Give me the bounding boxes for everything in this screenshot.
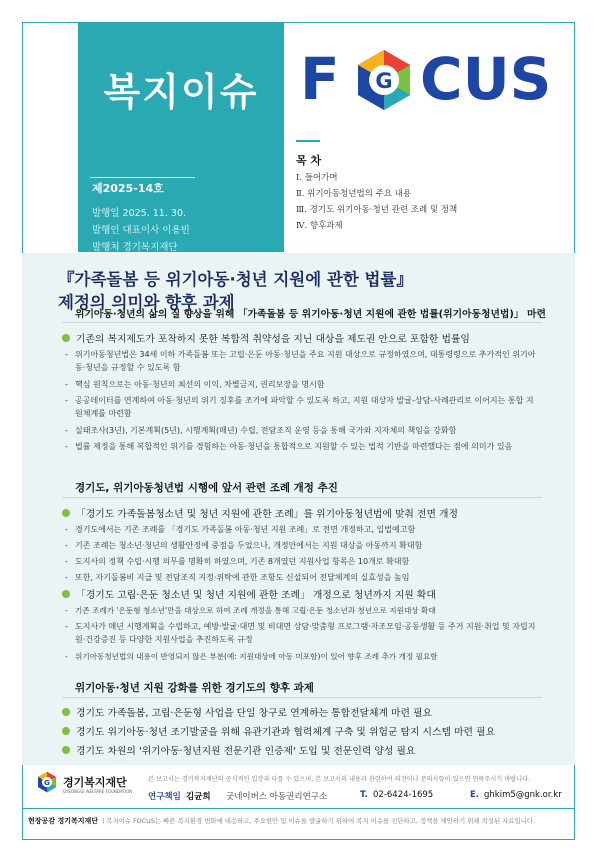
tel-number[interactable]: 02-6424-1695 — [373, 790, 434, 800]
focus-logo-cus: CUS — [420, 45, 552, 113]
bullet-dot-icon — [62, 334, 70, 342]
headline-line1: 『가족돌봄 등 위기아동·청년 지원에 관한 법률』 — [58, 270, 413, 289]
section1-sub: - 공공데이터를 연계하여 아동·청년의 위기 징후를 조기에 파악할 수 있도록 하고, 지원 대상자 발굴-상담-사례관리로 이어지는 통합 지원체계를 마련함 — [65, 396, 534, 418]
bullet-dot-icon — [62, 708, 70, 716]
svg-text:G: G — [375, 69, 393, 93]
section2-sub: - 위기아동청년법의 내용이 반영되지 않은 부분(예: 지원대상에 아동 미포함)이 있어 향후 조례 추가 개정 필요함 — [65, 652, 438, 661]
toc-item[interactable]: Ⅰ. 들어가며 — [296, 173, 338, 183]
issuer: 발행처 경기복지재단 — [92, 242, 178, 253]
bullet-dot-icon — [62, 590, 70, 598]
bullet-text: 경기도 가족돌봄, 고립·은둔형 사업을 단일 창구로 연계하는 통합전달체계 마련 필요 — [76, 708, 433, 719]
bullet-dot-icon — [62, 746, 70, 754]
section3-heading: 위기아동·청년 지원 강화를 위한 경기도의 향후 과제 — [75, 682, 314, 694]
section1-sub: - 위기아동청년법은 34세 이하 가족돌봄 또는 고립·은둔 아동·청년을 주요 지원 대상으로 규정하였으며, 대통령령으로 추가적인 위기아동·청년을 규정할 수 있도록 함 — [65, 350, 536, 372]
footer-divider — [22, 808, 575, 809]
section2-sub: - 경기도에서는 기존 조례를 「경기도 가족돌봄 아동·청년 지원 조례」로 전면 개정하고, 입법예고함 — [65, 525, 416, 534]
section1-bullet — [62, 331, 470, 345]
section2-sub: - 도지사의 정책 수립·시행 의무를 명확히 하였으며, 기존 8개였던 지원사업 항목은 10개로 확대함 — [65, 557, 410, 566]
section-divider — [62, 322, 542, 323]
focus-logo — [300, 44, 550, 119]
toc-item[interactable]: Ⅱ. 위기아동청년법의 주요 내용 — [296, 189, 412, 199]
sub-text: 경기도에서는 기존 조례를 「경기도 가족돌봄 아동·청년 지원 조례」로 전면 개정하고, 입법예고함 — [75, 525, 416, 534]
bullet-text: 기존의 복지제도가 포착하지 못한 복합적 취약성을 지닌 대상을 제도권 안으로 포함한 법률임 — [76, 334, 470, 345]
section2-bullet — [62, 587, 436, 601]
toc-title: 목 차 — [296, 154, 322, 167]
section2-sub: - 도지사가 매년 시행계획을 수립하고, 예방·발굴·대면 및 비대면 상담·맞춤형 프로그램·자조모임·공동생활 등 주거 지원·취업 및 자립지원·건강증진 등 다양한 지원사업을 추진하도록 규정 — [65, 622, 536, 644]
toc-item[interactable]: Ⅳ. 향후과제 — [296, 221, 343, 231]
bullet-text: 경기도 위기아동·청년 조기발굴을 위해 유관기관과 협력체계 구축 및 위험군 탐지 시스템 마련 필요 — [76, 727, 496, 738]
org-name: 경기복지재단 — [63, 776, 127, 789]
svg-text:G: G — [44, 777, 50, 787]
sub-text: 실태조사(3년), 기본계획(5년), 시행계획(매년) 수립, 전담조직 운영 등을 통해 국가와 지자체의 책임을 강화함 — [75, 426, 457, 435]
sub-text: 또한, 자기돌봄비 지급 및 전담조직 지정·위탁에 관한 조항도 신설되어 전달체계의 실효성을 높임 — [75, 573, 410, 582]
section2-sub: - 기존 조례가 '은둔형 청소년'만을 대상으로 하여 조례 개정을 통해 고립·은둔 청소년과 청년으로 지원대상 확대 — [65, 606, 436, 615]
section3-bullet — [62, 705, 432, 719]
bullet-dot-icon — [62, 727, 70, 735]
bullet-text: 「경기도 고립·은둔 청소년 및 청년 지원에 관한 조례」 개정으로 청년까지 지원 확대 — [76, 590, 436, 601]
email-link[interactable]: ghkim5@gnk.or.kr — [484, 790, 562, 800]
sub-text: 핵심 원칙으로는 아동·청년의 최선의 이익, 차별금지, 권리보장을 명시함 — [75, 380, 325, 389]
footer-note: 본 보고서는 경기복지재단의 공식적인 입장과 다를 수 있으며, 본 보고서의 내용과 관련하여 의견이나 문의사항이 있으면 연락주시기 바랍니다. — [148, 776, 531, 783]
sub-text: 도지사의 정책 수립·시행 의무를 명확히 하였으며, 기존 8개였던 지원사업 항목은 10개로 확대함 — [75, 557, 410, 566]
masthead-title: 복지이슈 — [103, 70, 259, 114]
bullet-dot-icon — [62, 509, 70, 517]
publish-date: 발행일 2025. 11. 30. — [92, 208, 187, 219]
bullet-text: 경기도 차원의 '위기아동·청년지원 전문기관 인증제' 도입 및 전문인력 양성 필요 — [76, 746, 416, 757]
sub-text: 법률 제정을 통해 복합적인 위기를 경험하는 아동·청년을 통합적으로 지원할 수 있는 법적 기반을 마련했다는 점에 의미가 있음 — [75, 442, 513, 451]
researcher-dept: 굿네이버스 아동권리연구소 — [226, 792, 328, 802]
section3-bullet — [62, 743, 415, 757]
footer-disclaimer: ㅣ복지이슈 FOCUS는 빠른 복지환경 변화에 대응하고, 주요현안 및 이슈를 발굴하기 위하여 복지 이슈를 진단하고, 정책을 제안하기 위해 작성된 자료입니다. — [100, 817, 536, 825]
focus-g-icon — [352, 48, 416, 112]
sub-text: 기존 조례는 청소년·청년의 생활안정에 중점을 두었으나, 개정안에서는 지원 대상을 아동까지 확대함 — [75, 541, 423, 550]
researcher-name: 김균희 — [186, 792, 211, 802]
sub-text: 위기아동청년법의 내용이 반영되지 않은 부분(예: 지원대상에 아동 미포함)이 있어 향후 조례 추가 개정 필요함 — [75, 652, 438, 661]
org-name-en: GYEONGGI WELFARE FOUNDATION — [63, 789, 133, 794]
footer-slogan: 현장공감 경기복지재단 — [28, 817, 99, 825]
section1-heading: 위기아동·청년의 삶의 질 향상을 위해 「가족돌봄 등 위기아동·청년 지원에 관한 법률(위기아동청년법)」 마련 — [75, 309, 546, 320]
section1-sub: - 법률 제정을 통해 복합적인 위기를 경험하는 아동·청년을 통합적으로 지원할 수 있는 법적 기반을 마련했다는 점에 의미가 있음 — [65, 442, 513, 451]
masthead-block — [78, 23, 284, 252]
issue-divider — [90, 177, 195, 178]
foundation-logo-icon — [36, 771, 58, 793]
sub-text: 기존 조례가 '은둔형 청소년'만을 대상으로 하여 조례 개정을 통해 고립·은둔 청소년과 청년으로 지원대상 확대 — [75, 606, 436, 615]
researcher-label: 연구책임 — [148, 792, 181, 802]
section2-sub: - 기존 조례는 청소년·청년의 생활안정에 중점을 두었으나, 개정안에서는 지원 대상을 아동까지 확대함 — [65, 541, 423, 550]
section-divider — [62, 497, 542, 498]
email-label: E. — [470, 790, 480, 800]
focus-logo-f: F — [300, 45, 340, 113]
sub-text: 공공데이터를 연계하여 아동·청년의 위기 징후를 조기에 파악할 수 있도록 하고, 지원 대상자 발굴-상담-사례관리로 이어지는 통합 지원체계를 마련함 — [75, 396, 534, 418]
sub-text: 도지사가 매년 시행계획을 수립하고, 예방·발굴·대면 및 비대면 상담·맞춤형 프로그램·자조모임·공동생활 등 주거 지원·취업 및 자립지원·건강증진 등 다양한 지원사업을 추진하도록 규정 — [75, 622, 536, 644]
toc-rule — [296, 140, 320, 142]
toc-item[interactable]: Ⅲ. 경기도 위기아동·청년 관련 조례 및 정책 — [296, 205, 458, 215]
headline-line2: 제정의 의미와 향후 과제 — [58, 293, 235, 312]
section-divider — [62, 697, 542, 698]
section2-bullet — [62, 506, 458, 520]
publisher: 발행인 대표이사 이용빈 — [92, 225, 190, 236]
tel-label: T. — [360, 790, 368, 800]
footer-bottom — [28, 816, 535, 826]
section1-sub: - 실태조사(3년), 기본계획(5년), 시행계획(매년) 수립, 전담조직 운영 등을 통해 국가와 지자체의 책임을 강화함 — [65, 426, 457, 435]
section2-sub: - 또한, 자기돌봄비 지급 및 전담조직 지정·위탁에 관한 조항도 신설되어 전달체계의 실효성을 높임 — [65, 573, 410, 582]
section2-heading: 경기도, 위기아동청년법 시행에 앞서 관련 조례 개정 추진 — [75, 482, 338, 494]
sub-text: 위기아동청년법은 34세 이하 가족돌봄 또는 고립·은둔 아동·청년을 주요 지원 대상으로 규정하였으며, 대통령령으로 추가적인 위기아동·청년을 규정할 수 있도록 함 — [75, 350, 536, 372]
issue-number: 제2025-14호 — [92, 182, 164, 195]
section3-bullet — [62, 724, 495, 738]
bullet-text: 「경기도 가족돌봄청소년 및 청년 지원에 관한 조례」를 위기아동청년법에 맞춰 전면 개정 — [76, 509, 458, 520]
section1-sub: - 핵심 원칙으로는 아동·청년의 최선의 이익, 차별금지, 권리보장을 명시함 — [65, 380, 325, 389]
